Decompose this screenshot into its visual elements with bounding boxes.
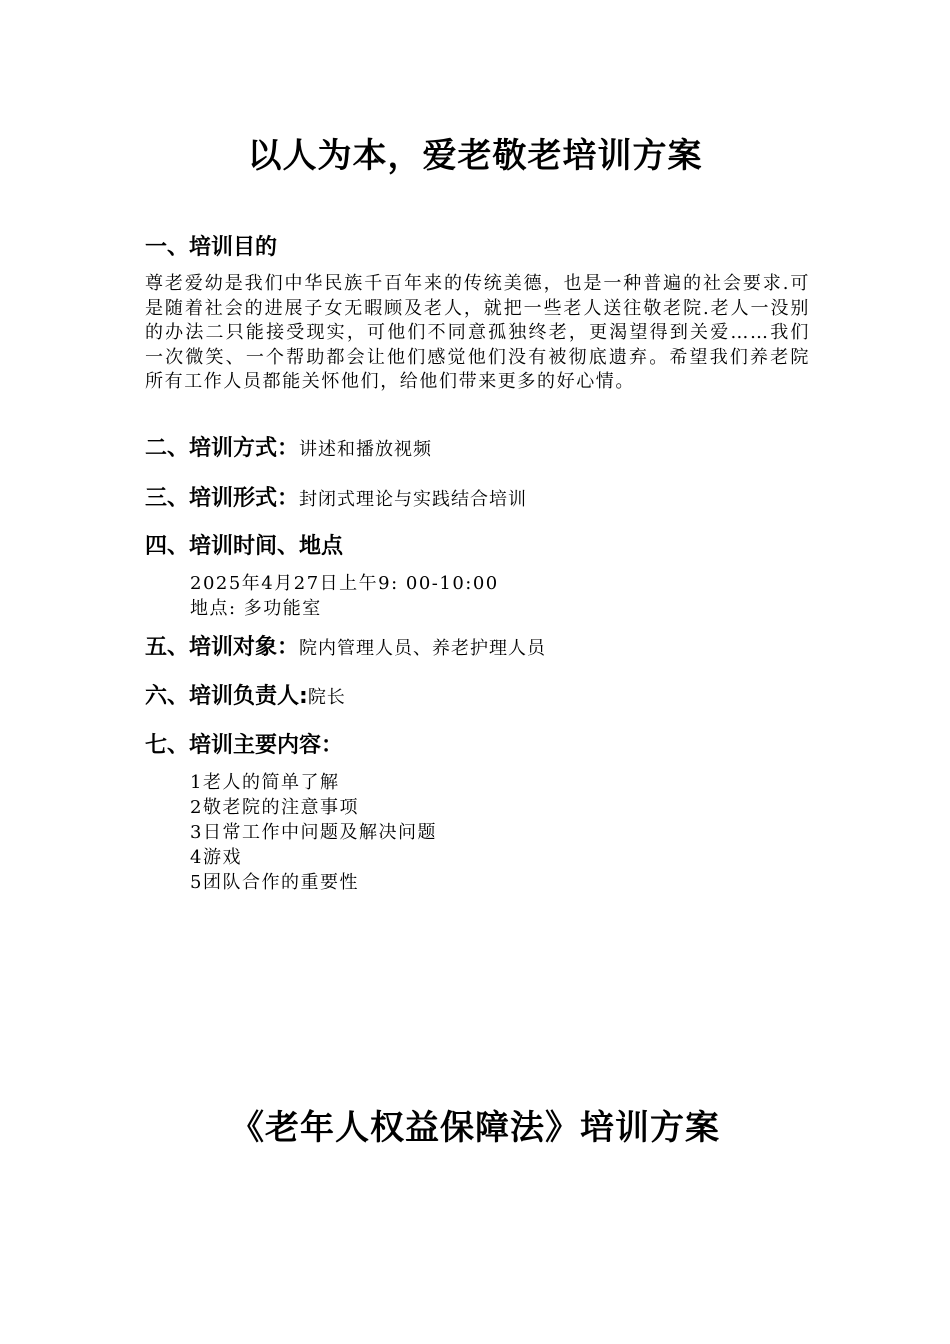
content-item: 2敬老院的注意事项	[190, 797, 359, 818]
content-list	[190, 770, 437, 895]
content-item: 1老人的简单了解	[190, 772, 340, 793]
section-audience-value: 院内管理人员、养老护理人员	[299, 638, 547, 659]
place-line: 地点: 多功能室	[190, 598, 322, 619]
content-item: 4游戏	[190, 847, 242, 868]
section-lead-value: 院长	[307, 687, 346, 708]
section-lead-heading: 六、培训负责人:	[145, 684, 308, 709]
section-audience-heading: 五、培训对象：	[145, 635, 300, 660]
section-time-place-heading: 四、培训时间、地点	[145, 534, 344, 559]
time-line: 2025年4月27日上午9: 00-10:00	[190, 573, 499, 594]
content-item: 3日常工作中问题及解决问题	[190, 822, 437, 843]
time-place-list	[190, 571, 499, 621]
second-document-title: 《老年人权益保障法》培训方案	[230, 1108, 720, 1148]
content-item: 5团队合作的重要性	[190, 872, 359, 893]
section-audience	[145, 633, 546, 664]
section-lead	[145, 682, 346, 713]
section-form-value: 封闭式理论与实践结合培训	[299, 489, 528, 510]
section-purpose-body: 尊老爱幼是我们中华民族千百年来的传统美德，也是一种普遍的社会要求.可是随着社会的进展子女无暇顾及老人，就把一些老人送往敬老院.老人一没别的办法二只能接受现实，可他们不同意孤独终老，更渴望得到关爱……我们一次微笑、一个帮助都会让他们感觉他们没有被彻底遗弃。希望我们养老院所有工作人员都能关怀他们，给他们带来更多的好心情。	[145, 273, 810, 392]
section-form	[145, 484, 527, 515]
document-title: 以人为本，爱老敬老培训方案	[247, 136, 703, 176]
section-method-value: 讲述和播放视频	[299, 439, 433, 460]
section-method-heading: 二、培训方式：	[145, 436, 300, 461]
section-content-heading: 七、培训主要内容：	[145, 733, 344, 758]
section-form-heading: 三、培训形式：	[145, 486, 300, 511]
section-purpose-heading: 一、培训目的	[145, 235, 278, 260]
section-method	[145, 434, 432, 465]
